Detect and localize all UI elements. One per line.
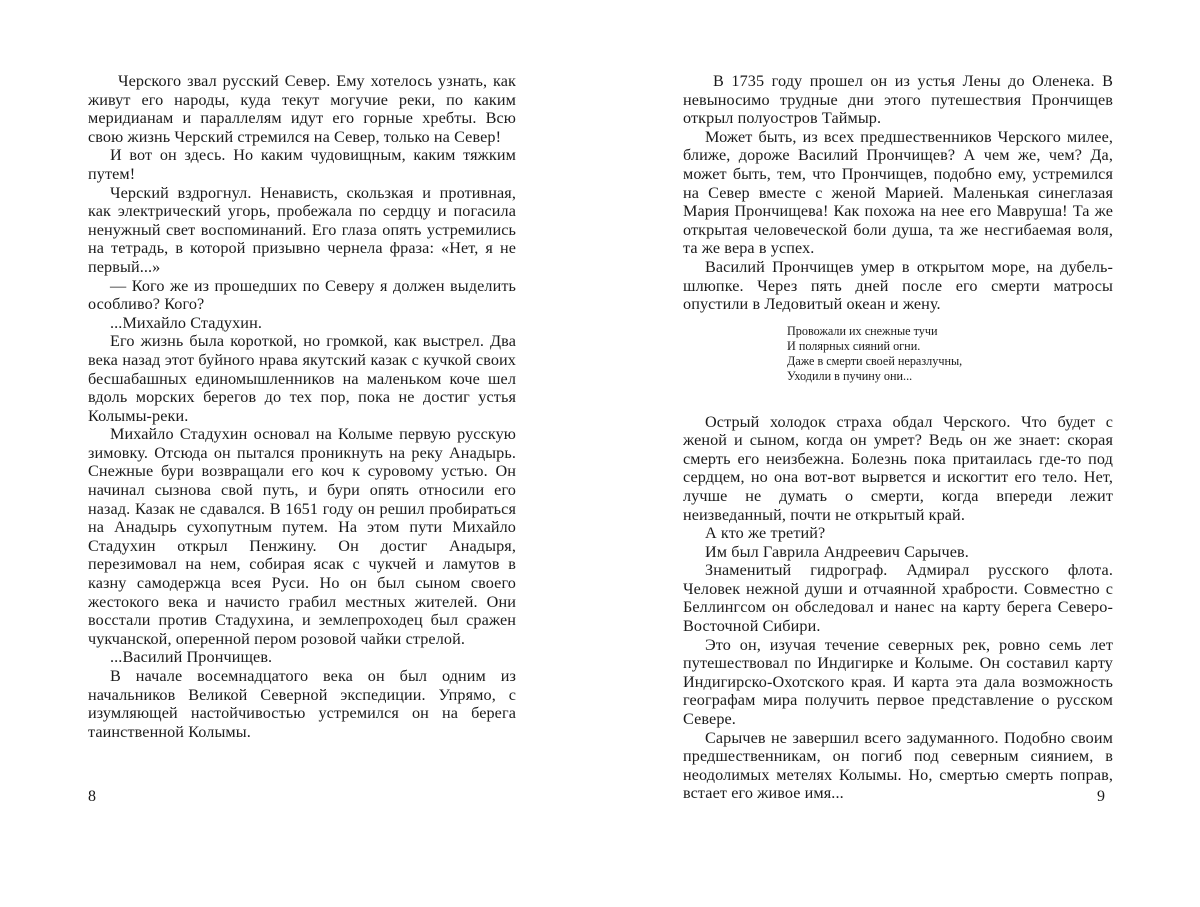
page-number-right: 9 (1097, 788, 1105, 805)
right-paragraph: Может быть, из всех предшественников Черского милее, ближе, дороже Василий Прончищев? А чем же, чем? Да, может быть, тем, что Прончищев, подобно ему, устремился на Север вместе с женой Марией. Маленькая синеглазая Мария Прончищева! Как похожа на нее его Мавруша! Та же открытая человеческой боли душа, та же несгибаемая воля, та же вера в успех. (683, 127, 1113, 258)
verse-line: Даже в смерти своей неразлучны, (787, 354, 963, 369)
left-paragraph: — Кого же из прошедших по Северу я должен выделить особливо? Кого? (88, 276, 516, 314)
right-paragraph: В 1735 году прошел он из устья Лены до Оленека. В невыносимо трудные дни этого путешествия Прончищев открыл полуостров Таймыр. (683, 72, 1113, 128)
left-paragraph: Черский вздрогнул. Ненависть, скользкая и противная, как электрический угорь, пробежала по сердцу и погасила ненужный свет воспоминаний. Его глаза опять устремились на тетрадь, в которой призывно чернела фраза: «Нет, я не первый...» (88, 183, 516, 276)
verse-line: Уходили в пучину они... (787, 369, 913, 384)
verse-block (787, 324, 1113, 385)
left-paragraph: Его жизнь была короткой, но громкой, как выстрел. Два века назад этот буйного нрава якутский казак с кучкой своих бесшабашных единомышленников на маленьком коче шел вдоль морских берегов до тех пор, пока не достиг устья Колымы-реки. (88, 332, 516, 425)
right-paragraph: Знаменитый гидрограф. Адмирал русского флота. Человек нежной души и отчаянной храбрости. Совместно с Беллингсом он обследовал и нанес на карту берега Северо-Восточной Сибири. (683, 561, 1113, 636)
right-paragraph: А кто же третий? (705, 524, 826, 543)
left-paragraph: В начале восемнадцатого века он был одним из начальников Великой Северной экспедиции. Упрямо, с изумляющей настойчивостью устремился он на берега таинственной Колымы. (88, 667, 516, 741)
left-paragraph: Черского звал русский Север. Ему хотелось узнать, как живут его народы, куда текут могучие реки, по каким меридианам и параллелям идут его горные хребты. Всю свою жизнь Черский стремился на Север, только на Север! (88, 72, 516, 146)
right-paragraph: Василий Прончищев умер в открытом море, на дубель-шлюпке. Через пять дней после его смерти матросы опустили в Ледовитый океан и жену. (683, 257, 1113, 314)
right-paragraph: Острый холодок страха обдал Черского. Что будет с женой и сыном, когда он умрет? Ведь он же знает: скорая смерть его неизбежна. Болезнь пока притаилась где-то под сердцем, но она вот-вот вырвется и искогтит его тело. Нет, лучше не думать о смерти, когда впереди лежит неизведанный, почти не открытый край. (683, 412, 1113, 524)
right-paragraph: Им был Гаврила Андреевич Сарычев. (705, 542, 969, 561)
page-number-left: 8 (88, 788, 96, 805)
left-paragraph: Михайло Стадухин основал на Колыме первую русскую зимовку. Отсюда он пытался проникнуть на реку Анадырь. Снежные бури возвращали его коч к суровому устью. Он начинал сызнова свой путь, и бури опять относили его назад. Казак не сдавался. В 1651 году он решил пробираться на Анадырь сухопутным путем. На этом пути Михайло Стадухин открыл Пенжину. Он достиг Анадыря, перезимовал на нем, собирая ясак с чукчей и ламутов в казну самодержца всея Руси. Но он был сыном своего жестокого века и начисто грабил местных жителей. Они восстали против Стадухина, и землепроходец был сражен чукчанской, оперенной пером розовой чайки стрелой. (88, 425, 516, 648)
right-paragraph: Сарычев не завершил всего задуманного. Подобно своим предшественникам, он погиб под северным сиянием, в неодолимых метелях Колымы. Но, смертью смерть поправ, встает его живое имя... (683, 728, 1113, 803)
verse-line: И полярных сияний огни. (787, 338, 921, 353)
left-paragraph: ...Михайло Стадухин. (110, 313, 262, 332)
left-page (88, 72, 516, 741)
left-paragraph: И вот он здесь. Но каким чудовищным, каким тяжким путем! (88, 146, 516, 183)
verse-line: Провожали их снежные тучи (787, 323, 938, 338)
right-paragraph: Это он, изучая течение северных рек, ровно семь лет путешествовал по Индигирке и Колыме. Он составил карту Индигирско-Охотского края. И карта эта дала возможность географам мира получить первое представление о русском Севере. (683, 635, 1113, 729)
right-page (683, 72, 1113, 803)
left-paragraph: ...Василий Прончищев. (110, 648, 273, 667)
